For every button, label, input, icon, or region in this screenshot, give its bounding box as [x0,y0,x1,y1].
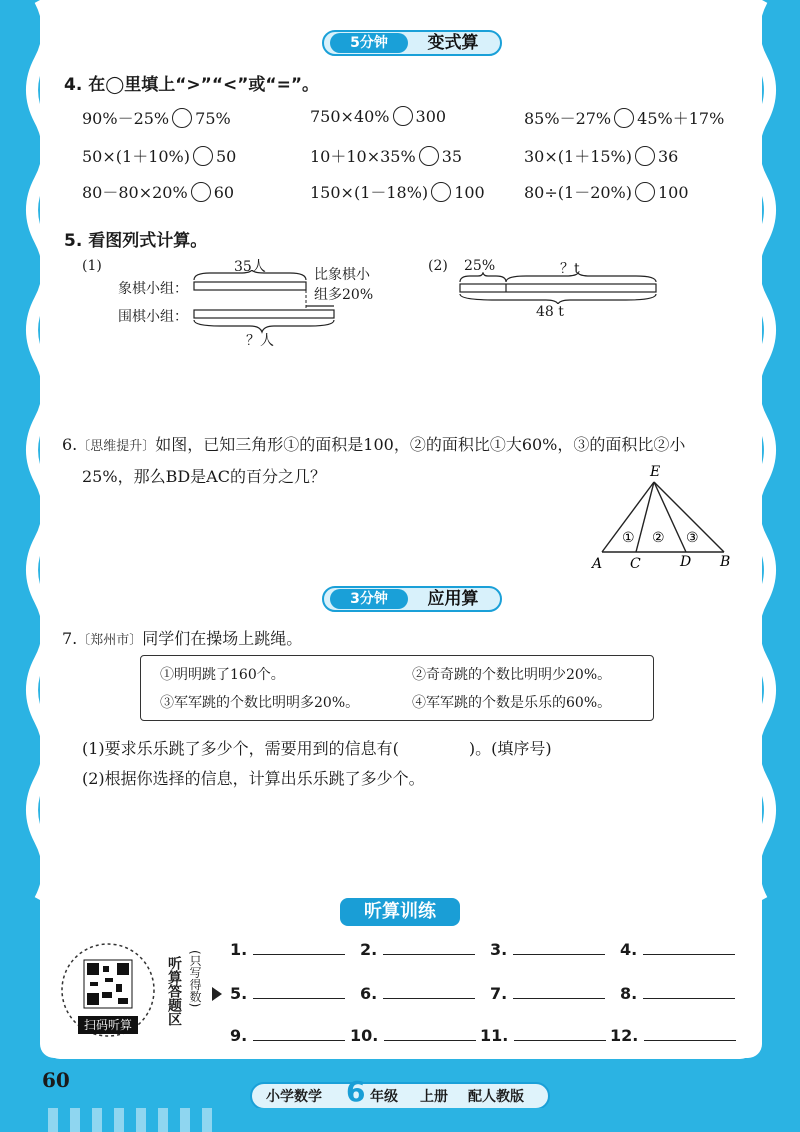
section-time: 3分钟 [330,589,408,609]
footer-grade-number: 6 [346,1075,366,1108]
q5-d2-left-label: 25% [464,258,496,274]
page-number: 60 [42,1068,70,1092]
label-E: E [650,464,661,480]
compare-circle[interactable] [191,182,211,202]
compare-circle[interactable] [172,108,192,128]
label-B: B [720,554,731,570]
compare-circle[interactable] [431,182,451,202]
q6-line2: 25%，那么BD是AC的百分之几？ [82,467,326,486]
answer-item[interactable]: 10. [350,1026,476,1045]
label-D: D [680,554,692,570]
footer-grade: 年级 [370,1089,398,1105]
q4-item: 750×40% 300 [310,107,447,126]
q7-info-1: ①明明跳了160个。 [160,667,285,683]
listening-title: 听算训练 [340,898,460,926]
q5-d1-label1: 象棋小组： [118,281,188,297]
answer-item[interactable]: 3. [490,940,605,959]
answer-item[interactable]: 7. [490,984,605,1003]
compare-circle[interactable] [393,106,413,126]
compare-circle[interactable] [614,108,634,128]
q5-d1-note1: 比象棋小 [314,267,370,283]
compare-circle[interactable] [635,146,655,166]
q7-info-4: ④军军跳的个数是乐乐的60%。 [412,695,612,711]
footer-volume: 上册 [420,1089,448,1105]
q6-triangle-figure [590,462,770,574]
compare-circle[interactable] [635,182,655,202]
q5-d2-bar-diagram [456,272,662,304]
answer-area-label: 听算答题区 [166,956,182,1026]
footer-edition: 配人教版 [468,1089,524,1105]
play-arrow-icon [212,987,222,1001]
label-C: C [630,556,641,572]
q7-tag: 〔郑州市〕 [77,633,143,648]
answer-item[interactable]: 6. [360,984,475,1003]
q7-info-3: ③军军跳的个数比明明多20%。 [160,695,360,711]
region-2: ② [652,530,665,546]
q5-d1-bottom-label: ？人 [246,333,274,349]
section-time: 5分钟 [330,33,408,53]
section-title: 变式算 [427,33,479,53]
q4-item: 90%－25% 75% [82,109,231,128]
region-1: ① [622,530,635,546]
section-banner-5min [322,30,502,56]
qr-scan-label[interactable]: 扫码听算 [78,1016,138,1034]
q4-item: 80÷(1－20%) 100 [524,183,689,202]
q5-d1-top-label: 35人 [234,259,266,275]
section-title: 应用算 [427,589,479,609]
q5-d2-bottom-label: 48 t [536,304,564,320]
label-A: A [592,556,603,572]
compare-circle[interactable] [419,146,439,166]
q5-d2-index: (2) [428,258,448,274]
section-banner-3min [322,586,502,612]
q4-item: 150×(1－18%) 100 [310,183,485,202]
q7-title: 7.〔郑州市〕同学们在操场上跳绳。 [62,629,303,648]
region-3: ③ [686,530,699,546]
q4-item: 30×(1＋15%) 36 [524,147,679,166]
q4-item: 80－80×20% 60 [82,183,235,202]
answer-item[interactable]: 1. [230,940,345,959]
footer-subject: 小学数学 [266,1089,322,1105]
q5-d1-index: (1) [82,258,102,274]
answer-item[interactable]: 11. [480,1026,606,1045]
answer-area-note: (只写得数) [188,950,202,1008]
q4-item: 50×(1＋10%) 50 [82,147,237,166]
q7-sub2: (2)根据你选择的信息，计算出乐乐跳了多少个。 [82,769,425,788]
bottom-stripes [40,1108,760,1132]
answer-item[interactable]: 12. [610,1026,736,1045]
q5-d1-label2: 围棋小组： [118,309,188,325]
q5-d1-note2: 组多20% [314,287,374,303]
q4-item: 10＋10×35% 35 [310,147,463,166]
q6-line1: 6.〔思维提升〕如图，已知三角形①的面积是100，②的面积比①大60%，③的面积比②小 [62,435,686,454]
q5-d2-right-label: ？t [560,261,580,277]
q6-tag: 〔思维提升〕 [77,439,156,454]
q4-item: 85%－27% 45%＋17% [524,109,725,128]
compare-circle[interactable] [193,146,213,166]
answer-item[interactable]: 2. [360,940,475,959]
answer-item[interactable]: 8. [620,984,735,1003]
q5-d1-bar-diagram [190,270,340,336]
answer-item[interactable]: 5. [230,984,345,1003]
q7-sub1: (1)要求乐乐跳了多少个，需要用到的信息有( )。(填序号) [82,739,552,758]
answer-item[interactable]: 4. [620,940,735,959]
q7-info-2: ②奇奇跳的个数比明明少20%。 [412,667,612,683]
q5-title: 5. 看图列式计算。 [64,231,208,251]
q4-title: 4. 在◯里填上“>”“<”或“=”。 [64,75,319,95]
answer-item[interactable]: 9. [230,1026,345,1045]
